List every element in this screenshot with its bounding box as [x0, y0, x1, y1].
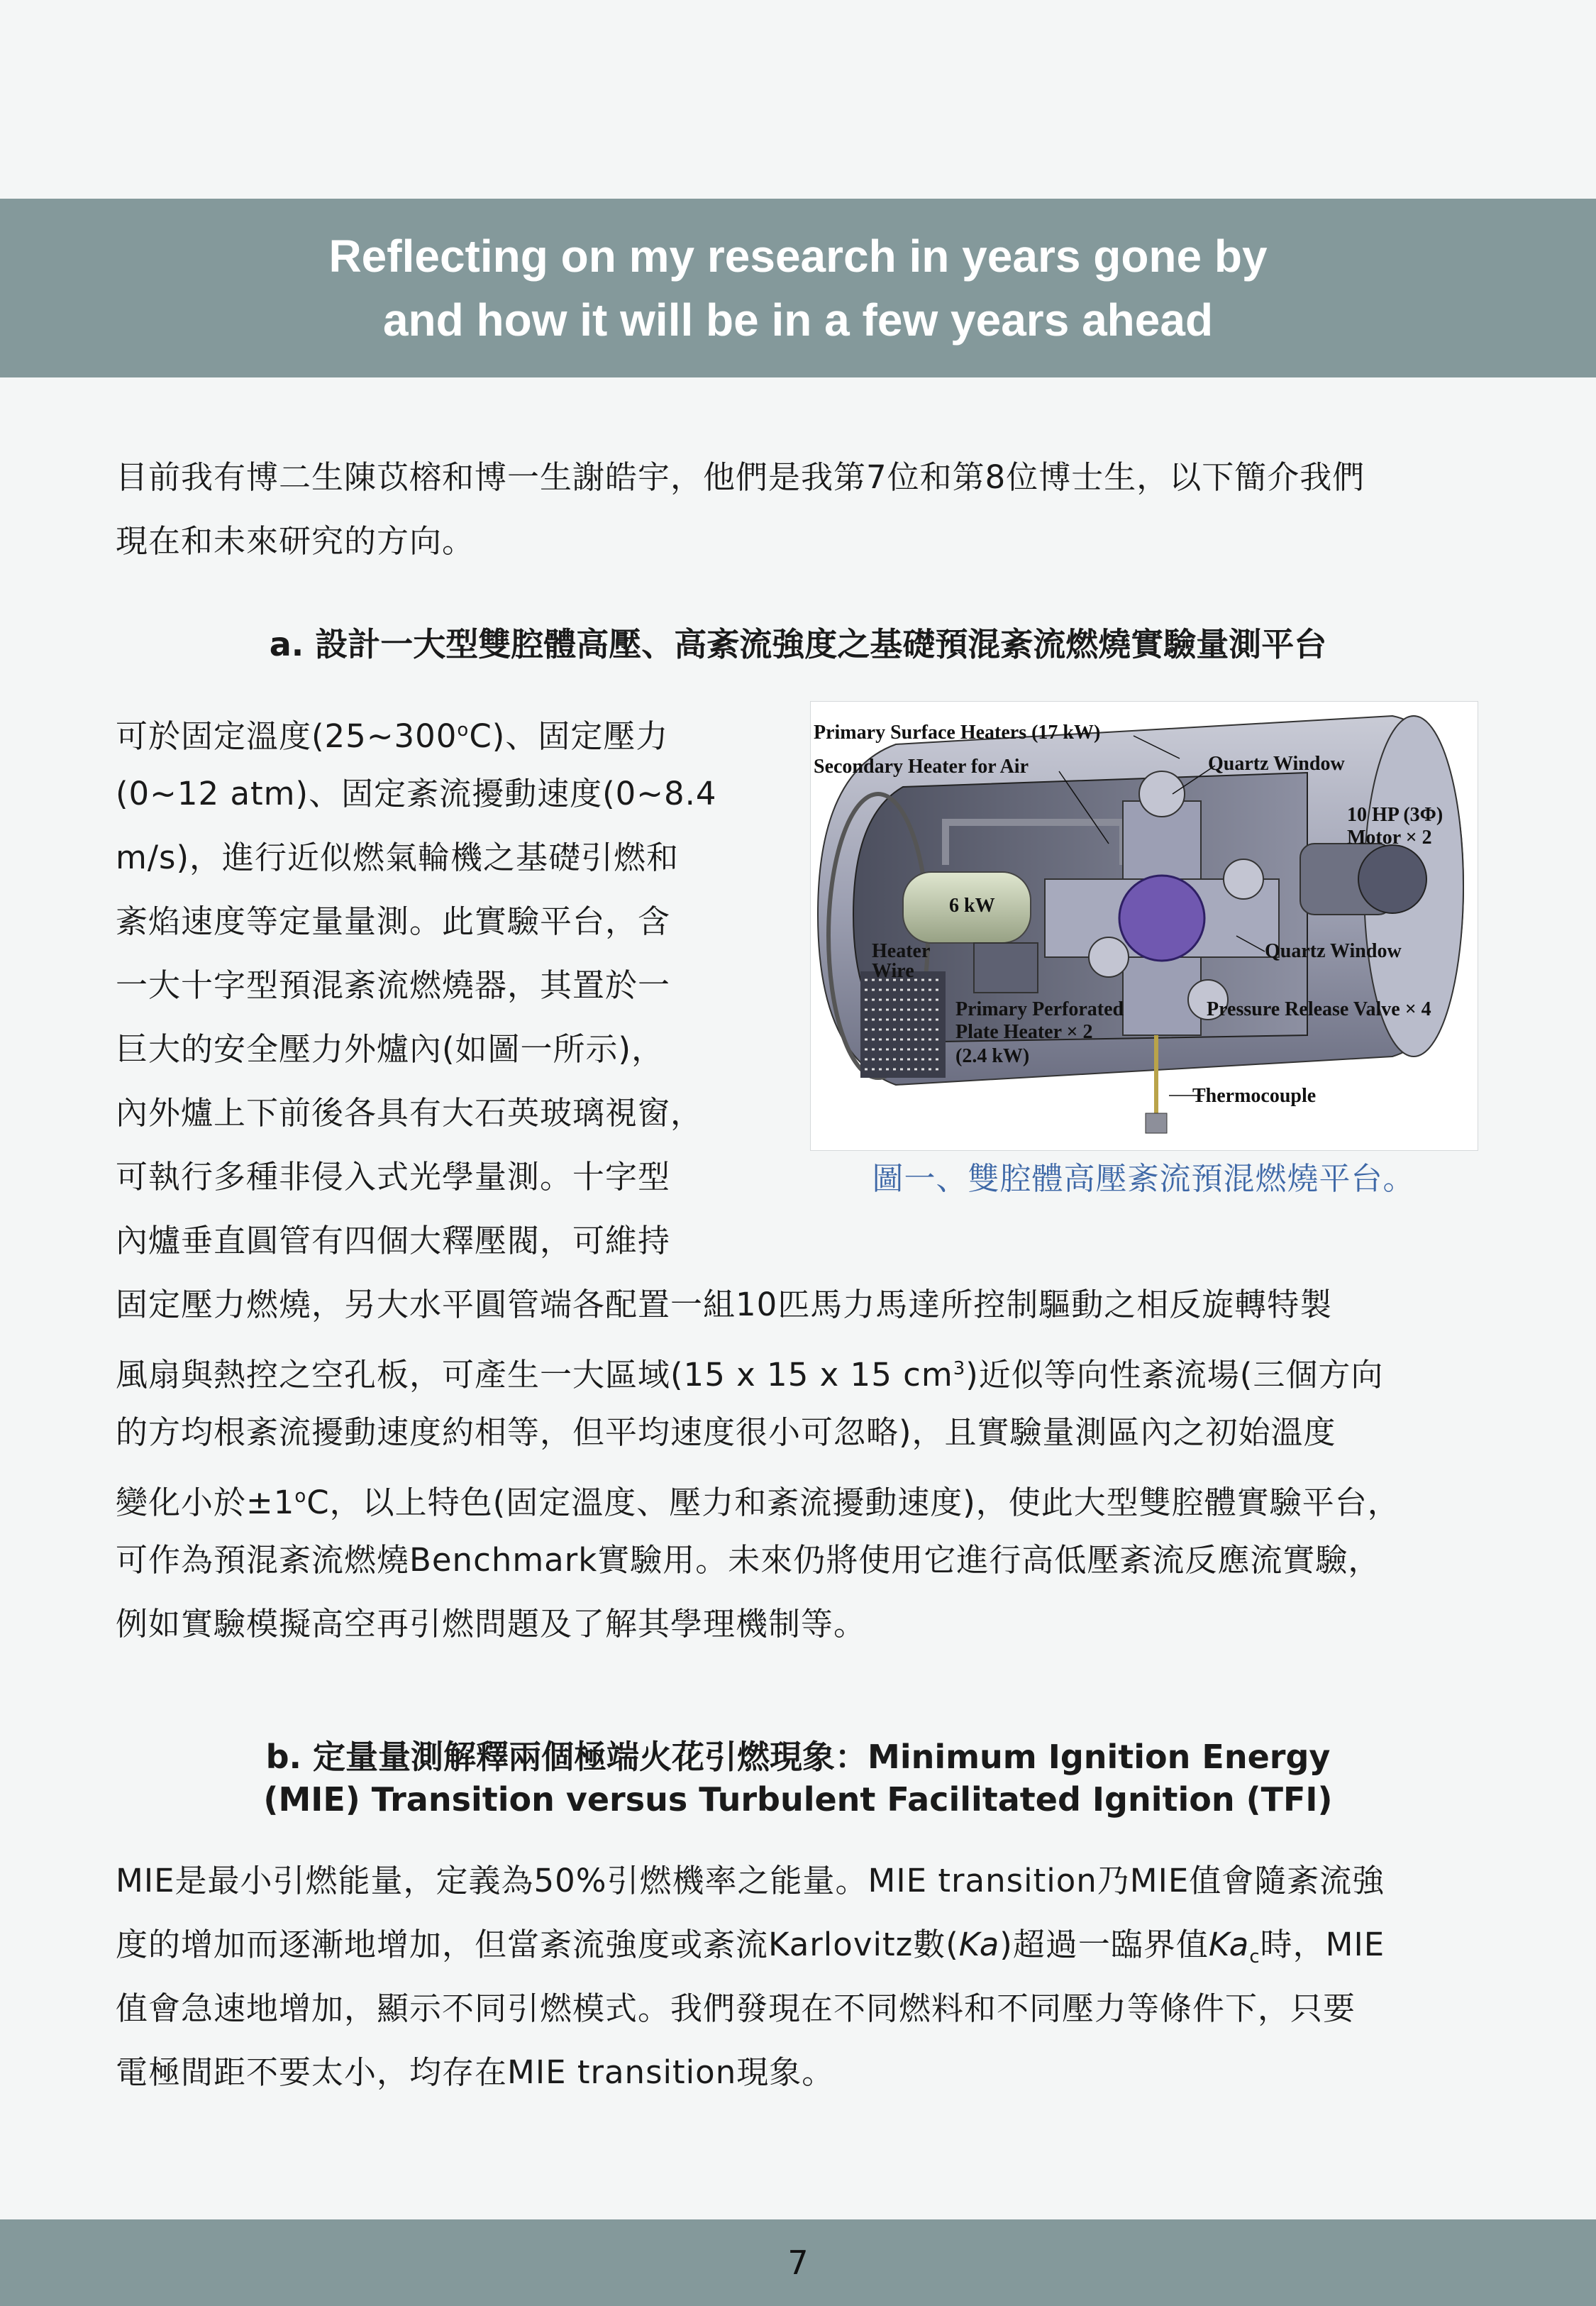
label-motor-count: Motor × 2	[1347, 827, 1432, 849]
section-a-left-line-5: 一大十字型預混紊流燃燒器，其置於一	[116, 966, 671, 1004]
section-b-line-2: 度的增加而逐漸地增加，但當紊流強度或紊流Karlovitz數(Ka)超過一臨界值$Ka_c$時，MIE	[116, 1926, 1385, 1968]
intro-line-1: 目前我有博二生陳苡榕和博一生謝皓宇，他們是我第7位和第8位博士生，以下簡介我們	[116, 458, 1365, 496]
label-primary-surface-heaters: Primary Surface Heaters (17 kW)	[814, 722, 1101, 744]
section-a-left-line-4: 紊焰速度等定量量測。此實驗平台，含	[116, 903, 671, 940]
section-a-left-line-1: 可於固定溫度(25~300$^o$C)、固定壓力	[116, 717, 669, 755]
section-a-left-line-9: 內爐垂直圓管有四個大釋壓閥，可維持	[116, 1222, 671, 1259]
label-secondary-heater: Secondary Heater for Air	[814, 756, 1029, 778]
label-pressure-release-valve: Pressure Release Valve × 4	[1207, 998, 1431, 1020]
label-perforated-plate-1: Primary Perforated	[955, 998, 1124, 1020]
section-a-line-12: 的方均根紊流擾動速度約相等，但平均速度很小可忽略)，且實驗量測區內之初始溫度	[116, 1413, 1336, 1451]
label-perforated-plate-2: Plate Heater × 2	[955, 1021, 1093, 1043]
section-b-heading-line-2: (MIE) Transition versus Turbulent Facilitated Ignition (TFI)	[263, 1780, 1333, 1819]
page-number: 7	[787, 2244, 809, 2282]
section-a-heading: a. 設計一大型雙腔體高壓、高紊流強度之基礎預混紊流燃燒實驗量測平台	[269, 625, 1327, 663]
section-a-left-line-6: 巨大的安全壓力外爐內(如圖一所示)，	[116, 1030, 665, 1068]
section-a-left-line-2: (0~12 atm)、固定紊流擾動速度(0~8.4	[116, 775, 717, 812]
label-perforated-plate-3: (2.4 kW)	[955, 1045, 1030, 1067]
banner-title-line1: Reflecting on my research in years gone by	[328, 231, 1268, 282]
footer-bar	[0, 2219, 1596, 2306]
label-6kw: 6 kW	[949, 895, 995, 917]
header-banner	[0, 199, 1596, 377]
label-motor-power: 10 HP (3Φ)	[1347, 804, 1443, 826]
section-a-line-15: 例如實驗模擬高空再引燃問題及了解其學理機制等。	[116, 1605, 867, 1643]
label-quartz-window-right: Quartz Window	[1265, 940, 1402, 962]
section-a-line-10: 固定壓力燃燒，另大水平圓管端各配置一組10匹馬力馬達所控制驅動之相反旋轉特製	[116, 1286, 1333, 1323]
label-heater: Heater	[872, 940, 931, 962]
label-wire: Wire	[872, 960, 914, 982]
section-b-heading-line-1: b. 定量量測解釋兩個極端火花引燃現象：Minimum Ignition Energy	[265, 1738, 1331, 1776]
section-b-line-4: 電極間距不要太小，均存在MIE transition現象。	[116, 2053, 835, 2091]
section-b-line-3: 值會急速地增加，顯示不同引燃模式。我們發現在不同燃料和不同壓力等條件下，只要	[116, 1990, 1356, 2027]
banner-title-line2: and how it will be in a few years ahead	[382, 294, 1214, 346]
section-a-left-line-3: m/s)，進行近似燃氣輪機之基礎引燃和	[116, 839, 679, 876]
intro-line-2: 現在和未來研究的方向。	[116, 522, 475, 560]
section-a-line-13: 變化小於$\pm 1^oC$，以上特色(固定溫度、壓力和紊流擾動速度)，使此大型雙腔體實驗平台，	[116, 1484, 1400, 1521]
section-a-line-14: 可作為預混紊流燃燒Benchmark實驗用。未來仍將使用它進行高低壓紊流反應流實驗，	[116, 1541, 1381, 1579]
figure-pressure-vessel	[810, 701, 1478, 1151]
label-quartz-window-top: Quartz Window	[1208, 753, 1345, 775]
section-a-line-11: 風扇與熱控之空孔板，可產生一大區域(15 x 15 x 15 $cm^3$)近似等向性紊流場(三個方向	[116, 1356, 1384, 1394]
figure-caption: 圖一、雙腔體高壓紊流預混燃燒平台。	[872, 1161, 1415, 1197]
section-a-left-line-8: 可執行多種非侵入式光學量測。十字型	[116, 1158, 671, 1196]
section-a-left-line-7: 內外爐上下前後各具有大石英玻璃視窗，	[116, 1094, 704, 1132]
label-thermocouple: Thermocouple	[1192, 1085, 1317, 1107]
section-b-line-1: MIE是最小引燃能量，定義為50%引燃機率之能量。MIE transition乃MIE值會隨紊流強	[116, 1862, 1385, 1899]
